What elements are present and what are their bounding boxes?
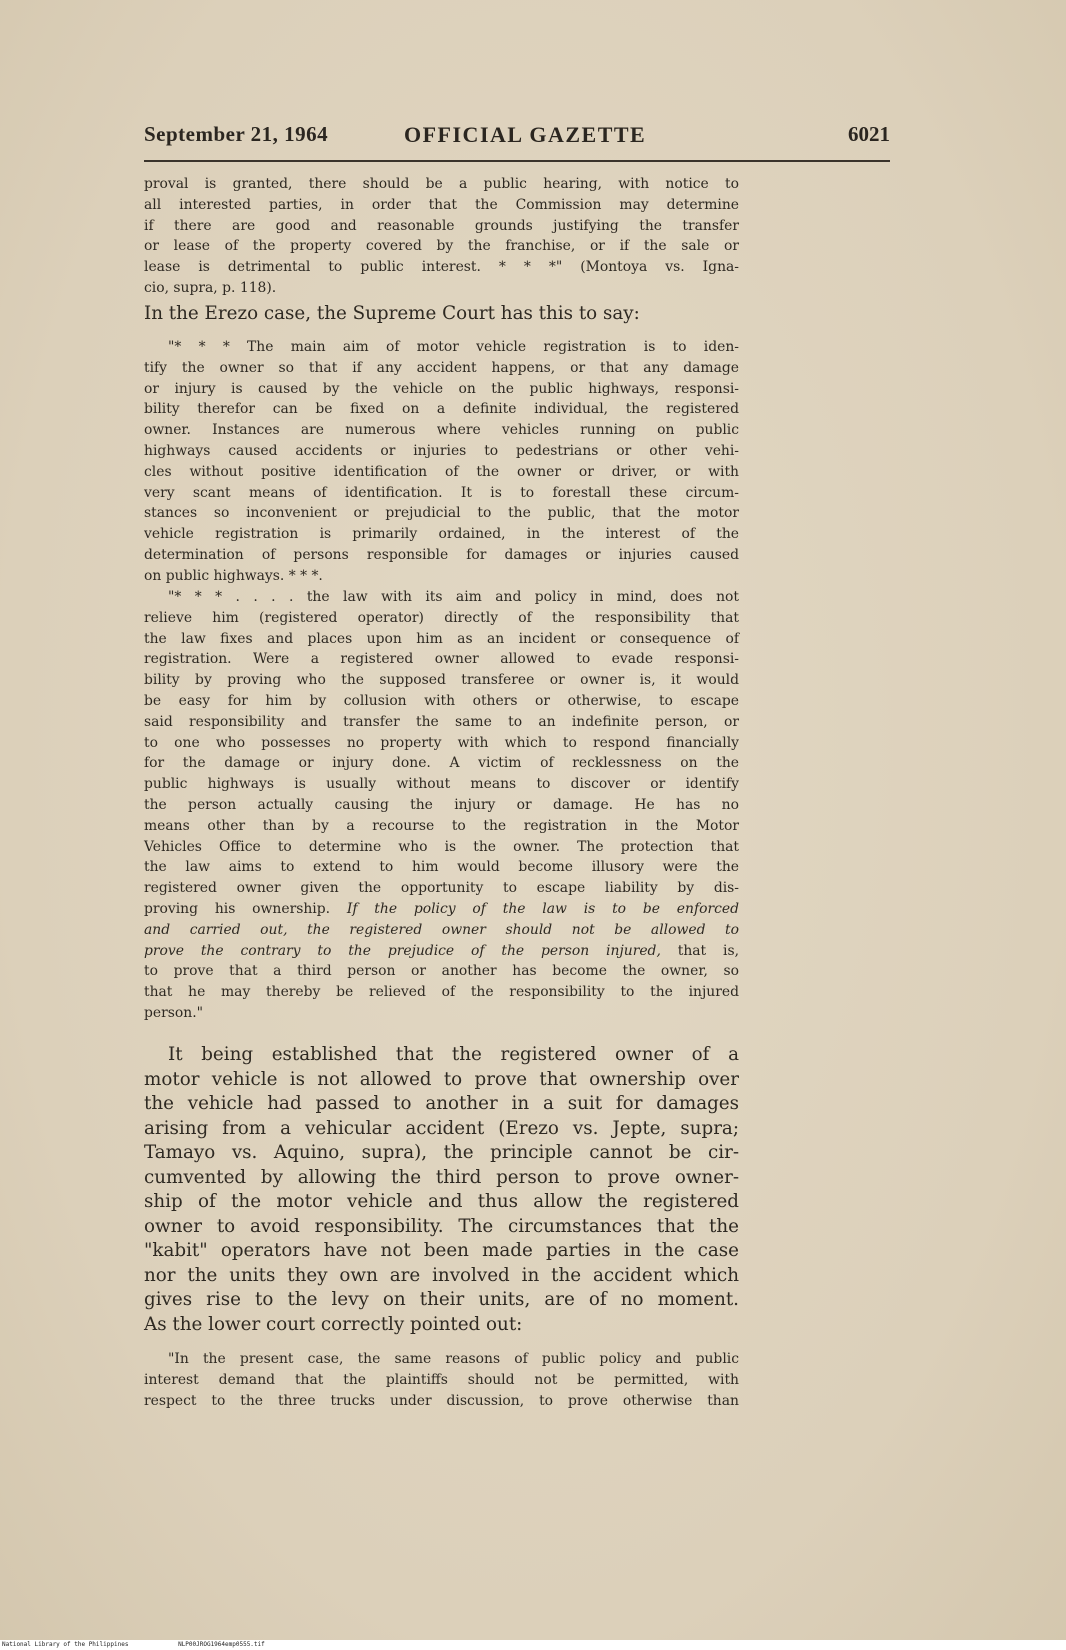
text-line: on public highways. * * *. [144, 567, 323, 584]
text-line: determination of persons responsible for damages or injuries caused [144, 546, 739, 563]
italic-text-line: and carried out, the registered owner should not be allowed to [144, 921, 739, 938]
text-line: the vehicle had passed to another in a suit for damages [144, 1093, 739, 1114]
text-line: In the Erezo case, the Supreme Court has this to say: [144, 303, 640, 324]
text-line: public highways is usually without means to discover or identify [144, 776, 739, 793]
text-line: registered owner given the opportunity to escape liability by dis- [144, 880, 739, 897]
text-line: means other than by a recourse to the registration in the Motor [144, 817, 739, 834]
text-line: relieve him (registered operator) directly of the responsibility that [144, 609, 739, 626]
text-line: nor the units they own are involved in the accident which [144, 1264, 739, 1286]
text-line: Vehicles Office to determine who is the owner. The protection that [144, 838, 739, 855]
text-line: be easy for him by collusion with others or otherwise, to escape [144, 692, 739, 709]
paragraph-montoya-quote [144, 174, 739, 299]
text-line: ship of the motor vehicle and thus allow the registered [144, 1191, 739, 1212]
text-line: if there are good and reasonable grounds justifying the transfer [144, 217, 739, 234]
text-line: "kabit" operators have not been made parties in the case [144, 1240, 739, 1261]
text-line: interest demand that the plaintiffs should not be permitted, with [144, 1371, 739, 1388]
text-line: highways caused accidents or injuries to pedestrians or other vehi- [144, 442, 739, 459]
paragraph-lower-court-quote [144, 1349, 739, 1411]
text-line: lease is detrimental to public interest. * * *" (Montoya vs. Igna- [144, 259, 739, 276]
text-line: proval is granted, there should be a public hearing, with notice to [144, 176, 739, 192]
text-line: cles without positive identification of the owner or driver, or with [144, 463, 739, 480]
header-rule [144, 160, 890, 162]
page-header [144, 122, 890, 152]
text-line: owner to avoid responsibility. The circumstances that the [144, 1215, 739, 1237]
text-run: that is, [677, 942, 739, 959]
text-line-mixed [144, 899, 739, 920]
text-line: "* * * . . . . the law with its aim and policy in mind, does not [168, 589, 739, 605]
text-line: Tamayo vs. Aquino, supra), the principle cannot be cir- [144, 1142, 739, 1163]
text-line: vehicle registration is primarily ordained, in the interest of the [144, 526, 739, 543]
text-line: the person actually causing the injury or damage. He has no [144, 796, 739, 813]
text-line: As the lower court correctly pointed out: [144, 1313, 523, 1335]
text-line: It being established that the registered owner of a [168, 1044, 739, 1065]
footer-library: National Library of the Philippines [2, 1641, 129, 1648]
text-line: or lease of the property covered by the franchise, or if the sale or [144, 238, 739, 255]
text-line: person." [144, 1004, 203, 1021]
text-line: all interested parties, in order that the Commission may determine [144, 196, 739, 213]
text-line: cio, supra, p. 118). [144, 279, 277, 296]
text-line: for the damage or injury done. A victim of recklessness on the [144, 755, 739, 772]
text-line: bility therefor can be fixed on a definite individual, the registered [144, 401, 739, 418]
text-line: owner. Instances are numerous where vehicles running on public [144, 422, 739, 439]
text-line: stances so inconvenient or prejudicial to the public, that the motor [144, 505, 739, 522]
text-line: gives rise to the levy on their units, are of no moment. [144, 1289, 739, 1310]
text-line-mixed [144, 941, 739, 962]
scan-footer [0, 1640, 1066, 1650]
text-line: arising from a vehicular accident (Erezo vs. Jepte, supra; [144, 1117, 739, 1139]
text-line: "* * * The main aim of motor vehicle registration is to iden- [168, 339, 739, 355]
paragraph-erezo-intro [144, 302, 744, 327]
italic-text-run: If the policy of the law is to be enforced [346, 900, 739, 917]
text-line: registration. Were a registered owner allowed to evade responsi- [144, 651, 739, 668]
text-line: tify the owner so that if any accident happens, or that any damage [144, 359, 739, 376]
paragraph-erezo-quote-2 [144, 587, 739, 1024]
text-line: bility by proving who the supposed transferee or owner is, it would [144, 672, 739, 689]
text-line: to one who possesses no property with which to respond financially [144, 734, 739, 751]
text-run: proving his ownership. [144, 900, 331, 917]
text-line: "In the present case, the same reasons of public policy and public [168, 1351, 739, 1367]
text-line: very scant means of identification. It is to forestall these circum- [144, 484, 739, 501]
page-number: 6021 [848, 122, 890, 146]
text-line: to prove that a third person or another has become the owner, so [144, 963, 739, 980]
paragraph-main-argument [144, 1043, 739, 1337]
italic-text-run: prove the contrary to the prejudice of the person injured, [144, 942, 661, 959]
text-line: cumvented by allowing the third person to prove owner- [144, 1166, 739, 1188]
text-line: said responsibility and transfer the same to an indefinite person, or [144, 713, 739, 730]
text-line: motor vehicle is not allowed to prove that ownership over [144, 1068, 739, 1090]
text-line: or injury is caused by the vehicle on the public highways, responsi- [144, 380, 739, 397]
text-line: the law fixes and places upon him as an incident or consequence of [144, 630, 739, 647]
header-date: September 21, 1964 [144, 122, 329, 146]
footer-filename: NLP00JROG1964emp0555.tif [178, 1641, 265, 1648]
text-line: that he may thereby be relieved of the responsibility to the injured [144, 984, 739, 1001]
header-title: OFFICIAL GAZETTE [404, 122, 647, 147]
text-line: the law aims to extend to him would become illusory were the [144, 859, 739, 876]
text-line: respect to the three trucks under discussion, to prove otherwise than [144, 1392, 739, 1409]
paragraph-erezo-quote-1 [144, 337, 739, 587]
